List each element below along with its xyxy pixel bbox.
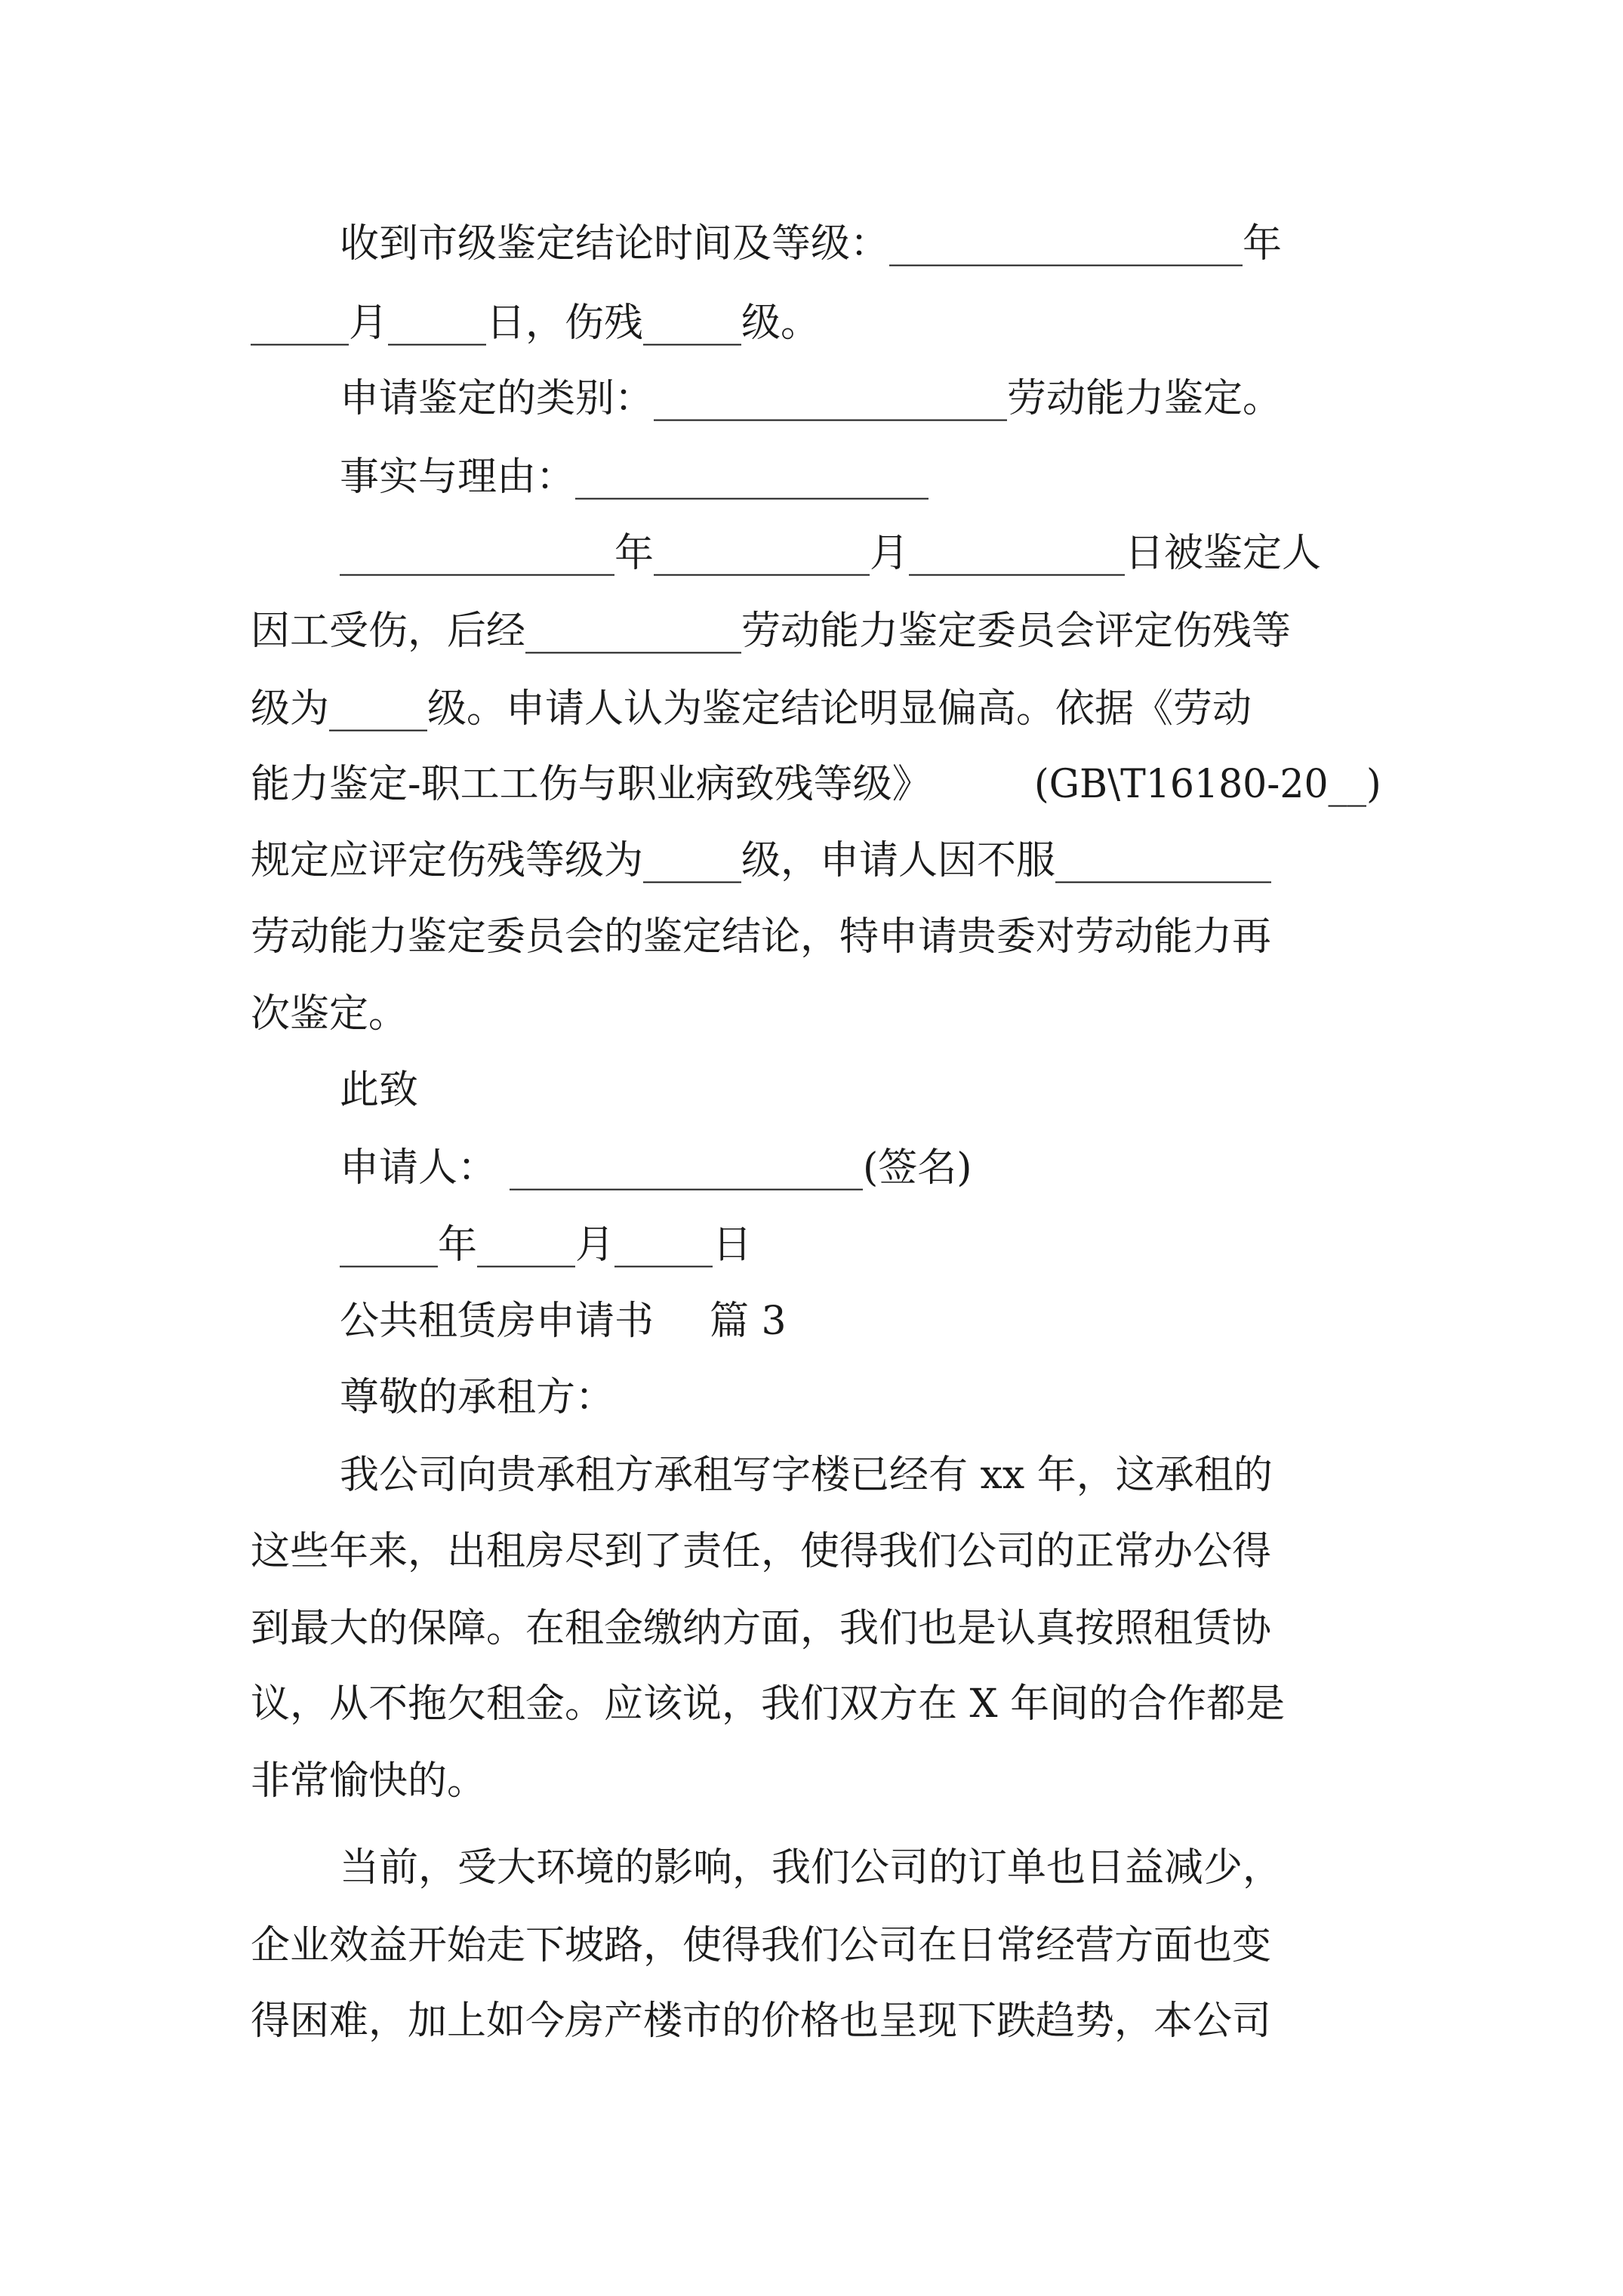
line-text: 议，从不拖欠租金。应该说，我们双方在 X 年间的合作都是 (251, 1681, 1286, 1727)
line-text: 因工受伤，后经___________劳动能力鉴定委员会评定伤残等 (251, 609, 1292, 654)
line-text: 申请鉴定的类别：__________________劳动能力鉴定。 (340, 376, 1283, 421)
text-line (0, 1735, 1623, 1827)
signature-field: __________________(签名) (510, 1145, 972, 1191)
line-text: 到最大的保障。在租金缴纳方面，我们也是认真按照租赁协 (251, 1606, 1272, 1651)
line-text: 当前，受大环境的影响，我们公司的订单也日益减少， (340, 1845, 1283, 1891)
line-text: 劳动能力鉴定委员会的鉴定结论，特申请贵委对劳动能力再 (251, 914, 1272, 960)
line-text: 规定应评定伤残等级为_____级，申请人因不服___________ (251, 838, 1272, 883)
salutation: 尊敬的承租方： (340, 1375, 615, 1420)
line-text: 非常愉快的。 (251, 1758, 487, 1804)
line-text: 企业效益开始走下坡路，使得我们公司在日常经营方面也变 (251, 1923, 1272, 1968)
line-text: ______________年___________月___________日被鉴定人 (340, 531, 1322, 576)
line-text: 收到市级鉴定结论时间及等级：__________________年 (340, 221, 1283, 267)
line-text: 次鉴定。 (251, 991, 408, 1037)
date-line: _____年_____月_____日 (340, 1222, 753, 1268)
line-text: 这些年来，出租房尽到了责任，使得我们公司的正常办公得 (251, 1529, 1272, 1574)
section-title: 公共租赁房申请书 (340, 1299, 654, 1344)
line-text: _____月_____日，伤残_____级。 (251, 300, 821, 346)
section-number: 篇 3 (710, 1299, 787, 1344)
line-text: 级为_____级。申请人认为鉴定结论明显偏高。依据《劳动 (251, 686, 1252, 732)
line-text: 得困难，加上如今房产楼市的价格也呈现下跌趋势，本公司 (251, 1999, 1272, 2044)
standard-code: (GB\T16180-20__) (1034, 762, 1381, 807)
line-text: 事实与理由：__________________ (340, 455, 929, 500)
line-text: 我公司向贵承租方承租写字楼已经有 xx 年，这承租的 (340, 1453, 1273, 1498)
line-text: 此致 (340, 1068, 419, 1113)
line-text: 能力鉴定-职工工伤与职业病致残等级》 (251, 762, 932, 807)
text-line (0, 1975, 1623, 2067)
text-line (0, 198, 1623, 290)
applicant-label: 申请人： (340, 1145, 497, 1191)
